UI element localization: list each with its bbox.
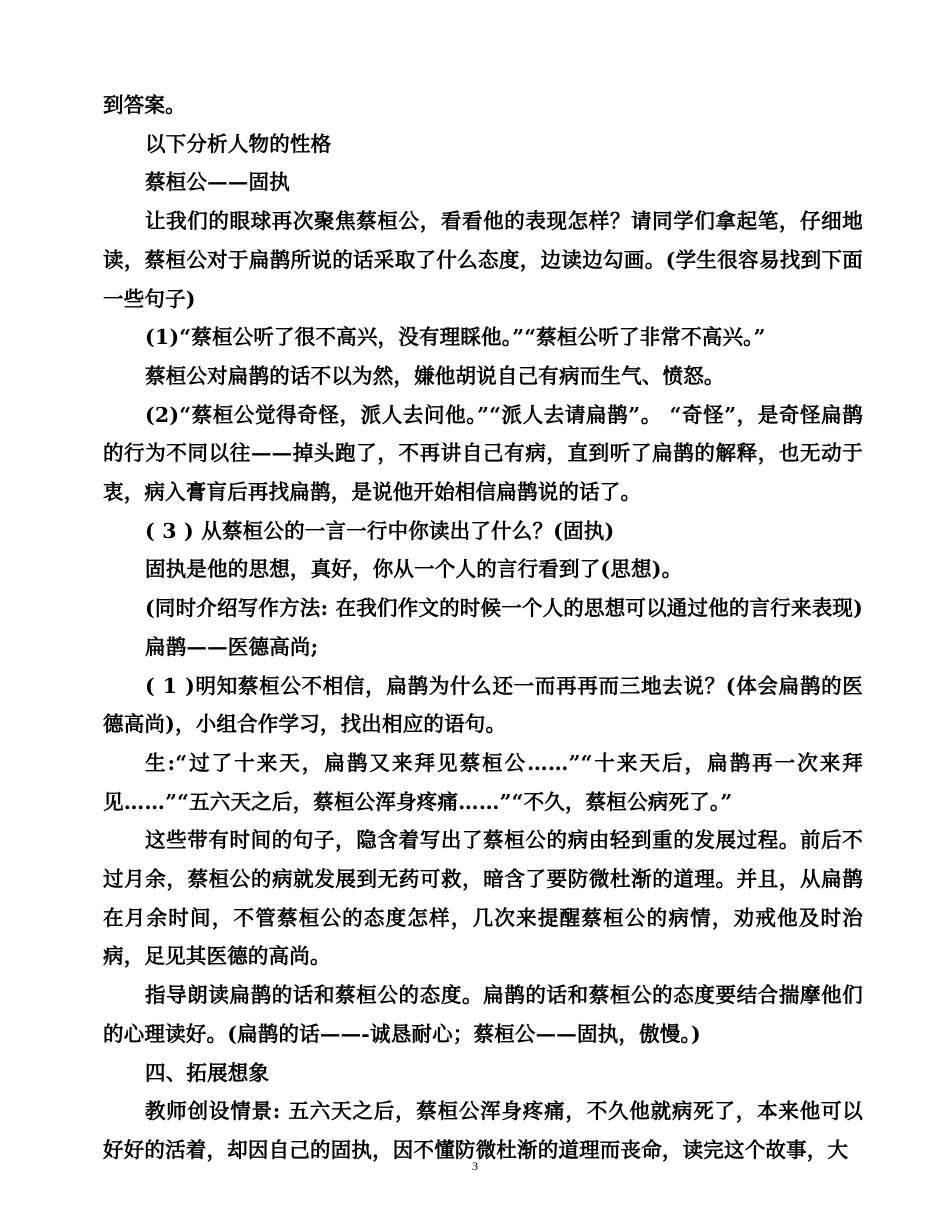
paragraph: 这些带有时间的句子，隐含着写出了蔡桓公的病由轻到重的发展过程。前后不过月余，蔡桓公的病就发展到无药可救，暗含了要防微杜渐的道理。并且，从扁鹊在月余时间，不管蔡桓公的态度怎样，几次来提醒蔡桓公的病情，劝戒他及时治病，足见其医德的高尚。 xyxy=(103,828,863,969)
reading-guidance: 指导朗读扁鹊的话和蔡桓公的态度。扁鹊的话和蔡桓公的态度要结合揣摩他们的心理读好。(扁鹊的话——-诚恳耐心；蔡桓公——固执，傲慢。) xyxy=(103,983,863,1046)
paragraph: 蔡桓公对扁鹊的话不以为然，嫌他胡说自己有病而生气、愤怒。 xyxy=(145,363,725,388)
subheading-cai-huangong: 蔡桓公——固执 xyxy=(145,170,290,195)
paragraph: 固执是他的思想，真好，你从一个人的言行看到了(思想)。 xyxy=(145,557,683,582)
paragraph: 让我们的眼球再次聚焦蔡桓公，看看他的表现怎样？请同学们拿起笔，仔细地读，蔡桓公对于扁鹊所说的话采取了什么态度，边读边勾画。(学生很容易找到下面一些句子) xyxy=(103,209,863,311)
student-answer: 生:“过了十来天，扁鹊又来拜见蔡桓公……”“十来天后，扁鹊再一次来拜见……”“五六天之后，蔡桓公浑身疼痛……”“不久，蔡桓公病死了。” xyxy=(103,750,863,814)
section-heading-four: 四、拓展想象 xyxy=(145,1060,270,1085)
question-item-3: ( 3 ) 从蔡桓公的一言一行中你读出了什么？(固执) xyxy=(145,518,615,543)
page-body xyxy=(103,86,863,1170)
writing-method-note: (同时介绍写作方法: 在我们作文的时候一个人的思想可以通过他的言行来表现) xyxy=(145,596,864,621)
section-intro: 以下分析人物的性格 xyxy=(145,131,332,156)
page-number: 3 xyxy=(472,1159,478,1173)
paragraph: 教师创设情景: 五六天之后，蔡桓公浑身疼痛，不久他就病死了，本来他可以好好的活着，却因自己的固执，因不懂防微杜渐的道理而丧命，读完这个故事，大 xyxy=(103,1099,863,1162)
quote-item-2: (2)“蔡桓公觉得奇怪，派人去问他。”“派人去请扁鹊”。 “奇怪”，是奇怪扁鹊的行为不同以往——掉头跑了，不再讲自己有病，直到听了扁鹊的解释，也无动于衷，病入膏肓后再找扁鹊，是说他开始相信扁鹊说的话了。 xyxy=(103,402,863,505)
subheading-bian-que: 扁鹊——医德高尚; xyxy=(145,634,319,659)
quote-item-1: (1)“蔡桓公听了很不高兴，没有理睬他。”“蔡桓公听了非常不高兴。” xyxy=(145,325,766,350)
question-item-1: ( 1 )明知蔡桓公不相信，扁鹊为什么还一而再再而三地去说？(体会扁鹊的医德高尚)，小组合作学习，找出相应的语句。 xyxy=(103,673,863,737)
paragraph: 到答案。 xyxy=(103,93,186,117)
